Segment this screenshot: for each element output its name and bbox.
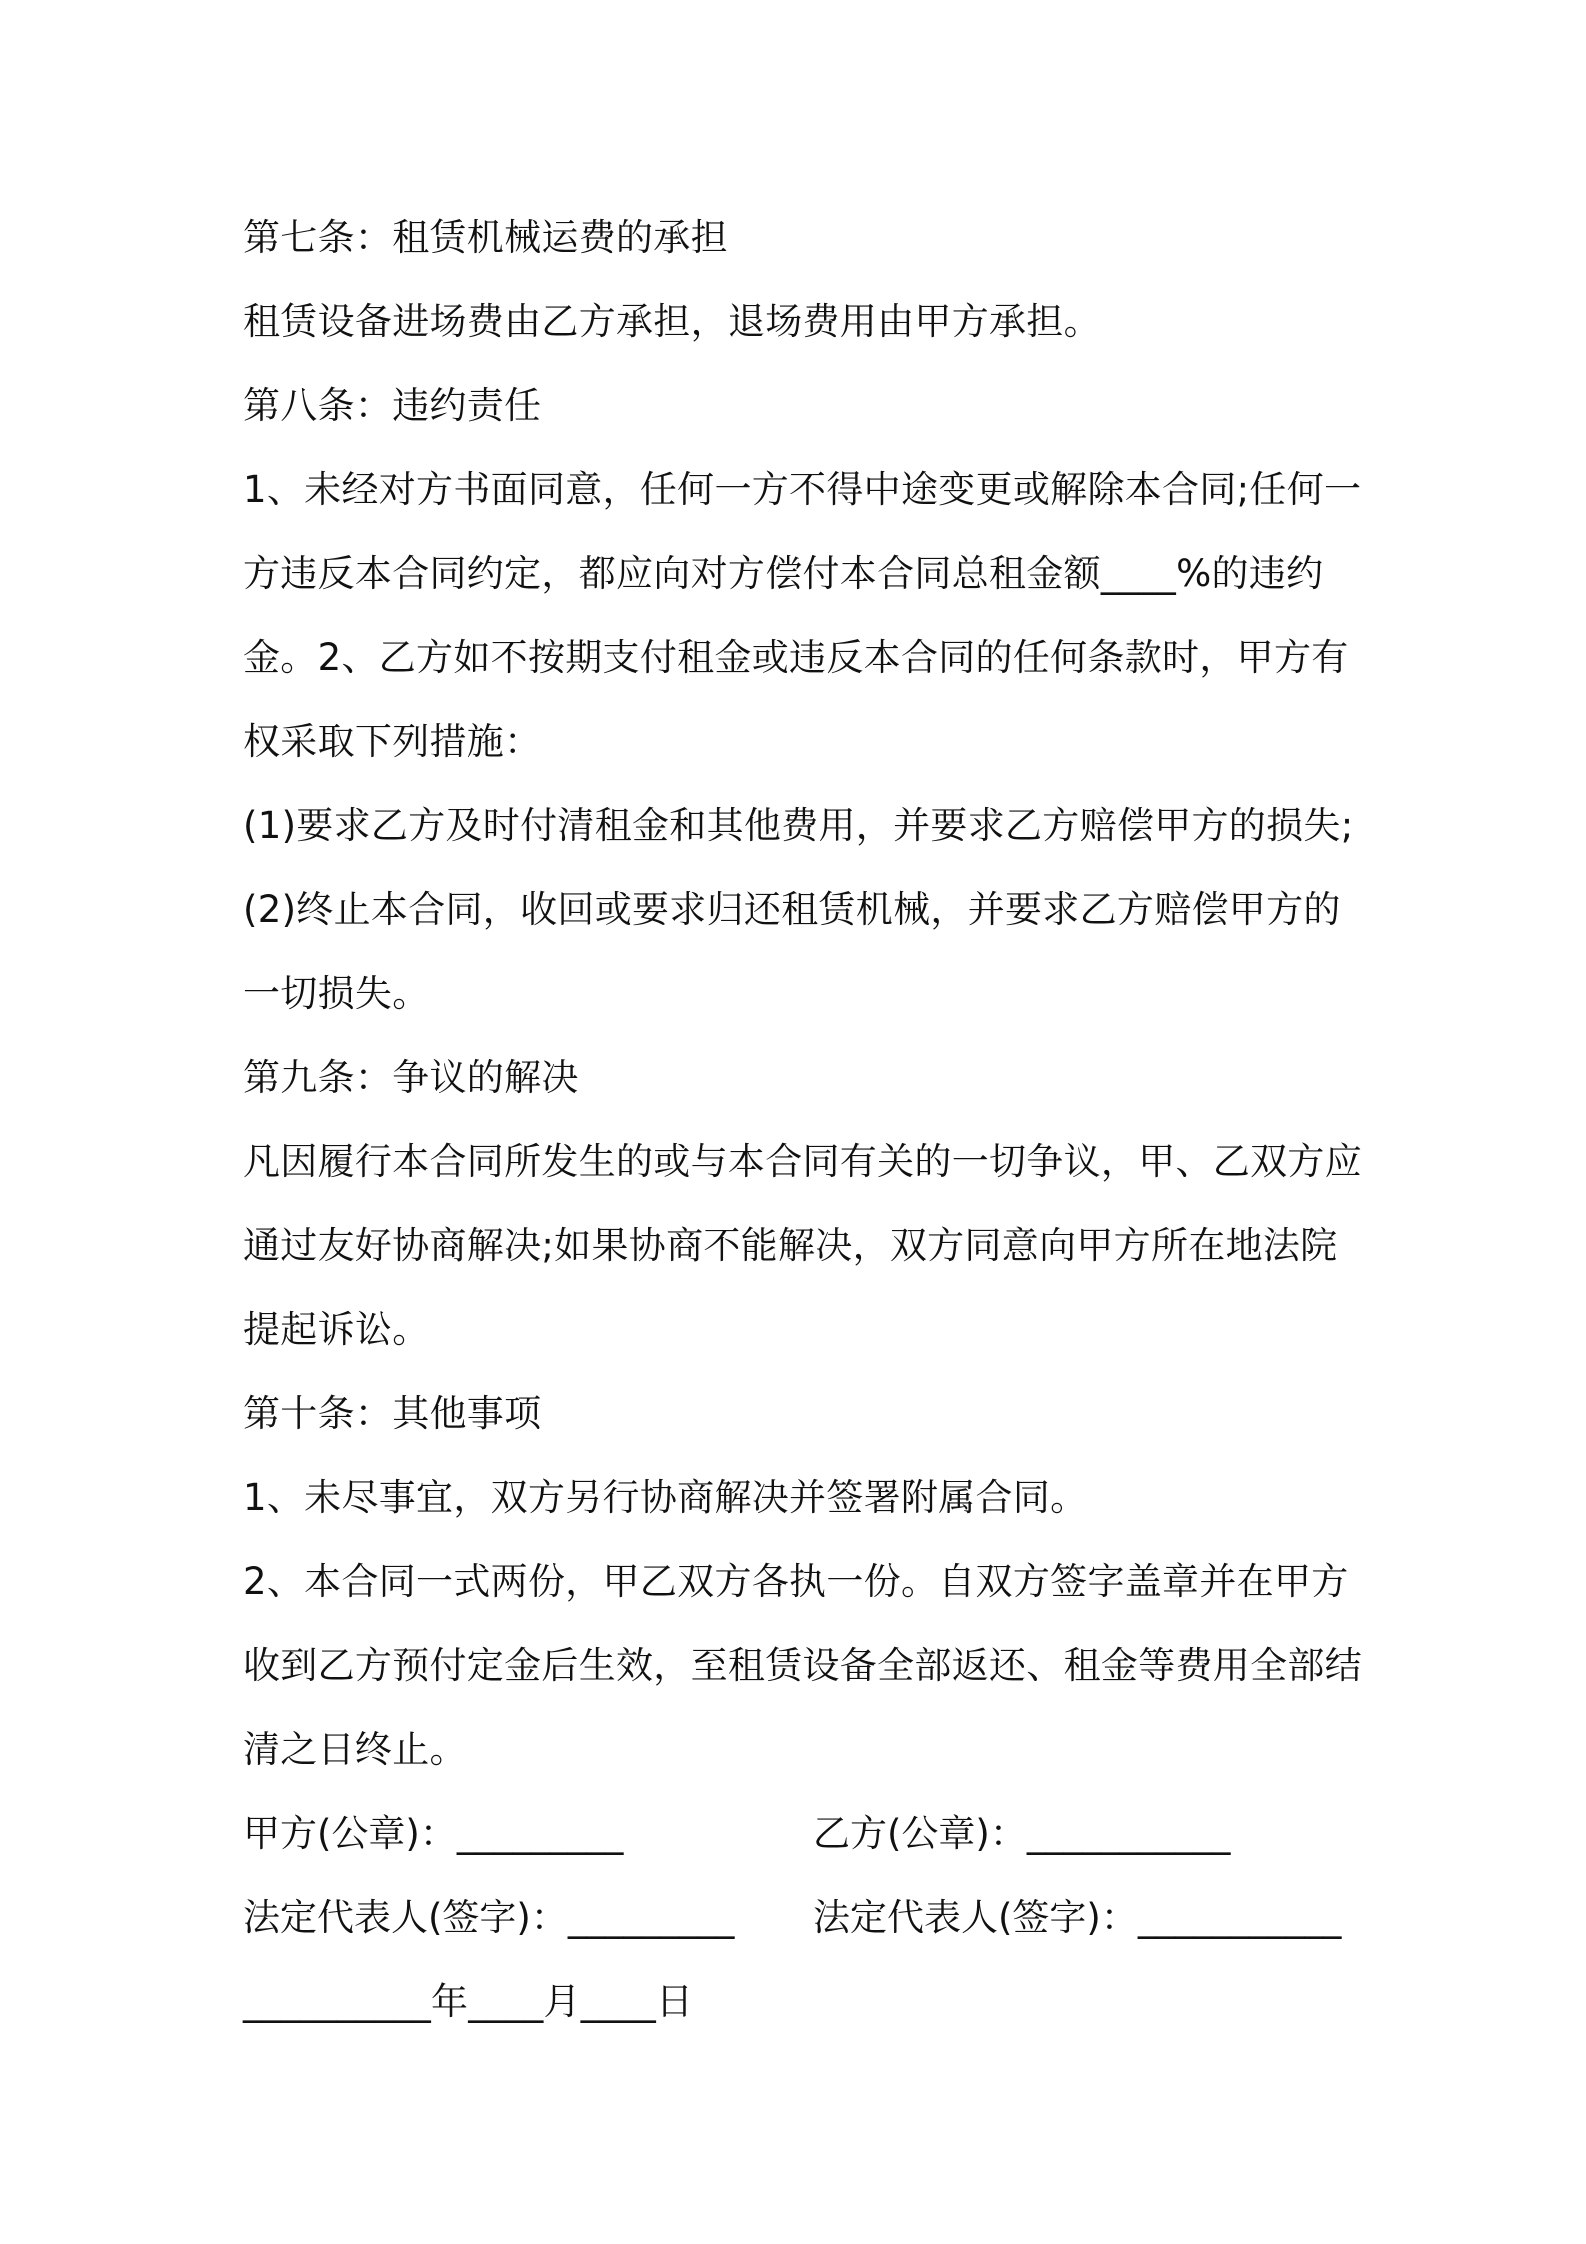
paragraph-line: 提起诉讼。 bbox=[243, 1308, 430, 1351]
paragraph-line: 1、未尽事宜，双方另行协商解决并签署附属合同。 bbox=[243, 1476, 1088, 1519]
article-10-heading: 第十条：其他事项 bbox=[243, 1392, 542, 1435]
party-a-representative-field: 法定代表人(签字)：_________ bbox=[243, 1896, 735, 1939]
paragraph-line: 收到乙方预付定金后生效，至租赁设备全部返还、租金等费用全部结 bbox=[243, 1644, 1362, 1687]
paragraph-line: 方违反本合同约定，都应向对方偿付本合同总租金额____%的违约 bbox=[243, 552, 1324, 595]
paragraph-line: 通过友好协商解决;如果协商不能解决，双方同意向甲方所在地法院 bbox=[243, 1224, 1338, 1267]
paragraph-line: 1、未经对方书面同意，任何一方不得中途变更或解除本合同;任何一 bbox=[243, 468, 1362, 511]
article-7-heading: 第七条：租赁机械运费的承担 bbox=[243, 216, 728, 259]
paragraph-line: 金。2、乙方如不按期支付租金或违反本合同的任何条款时，甲方有 bbox=[243, 636, 1349, 679]
contract-body bbox=[243, 196, 1363, 2044]
paragraph-line: 租赁设备进场费由乙方承担，退场费用由甲方承担。 bbox=[243, 300, 1101, 343]
party-b-seal-field: 乙方(公章)：___________ bbox=[813, 1812, 1231, 1855]
seal-row bbox=[243, 1792, 1363, 1876]
paragraph-line: (2)终止本合同，收回或要求归还租赁机械，并要求乙方赔偿甲方的 bbox=[243, 888, 1341, 931]
paragraph-line: 清之日终止。 bbox=[243, 1728, 467, 1771]
paragraph-line: 一切损失。 bbox=[243, 972, 430, 1015]
party-a-seal-field: 甲方(公章)：_________ bbox=[243, 1812, 624, 1855]
date-line: __________年____月____日 bbox=[243, 1980, 694, 2023]
paragraph-line: 权采取下列措施： bbox=[243, 720, 542, 763]
paragraph-line: 2、本合同一式两份，甲乙双方各执一份。自双方签字盖章并在甲方 bbox=[243, 1560, 1349, 1603]
article-9-heading: 第九条：争议的解决 bbox=[243, 1056, 579, 1099]
paragraph-line: 凡因履行本合同所发生的或与本合同有关的一切争议，甲、乙双方应 bbox=[243, 1140, 1362, 1183]
paragraph-line: (1)要求乙方及时付清租金和其他费用，并要求乙方赔偿甲方的损失; bbox=[243, 804, 1354, 847]
representative-row bbox=[243, 1876, 1363, 1960]
party-b-representative-field: 法定代表人(签字)：___________ bbox=[813, 1896, 1342, 1939]
article-8-heading: 第八条：违约责任 bbox=[243, 384, 542, 427]
